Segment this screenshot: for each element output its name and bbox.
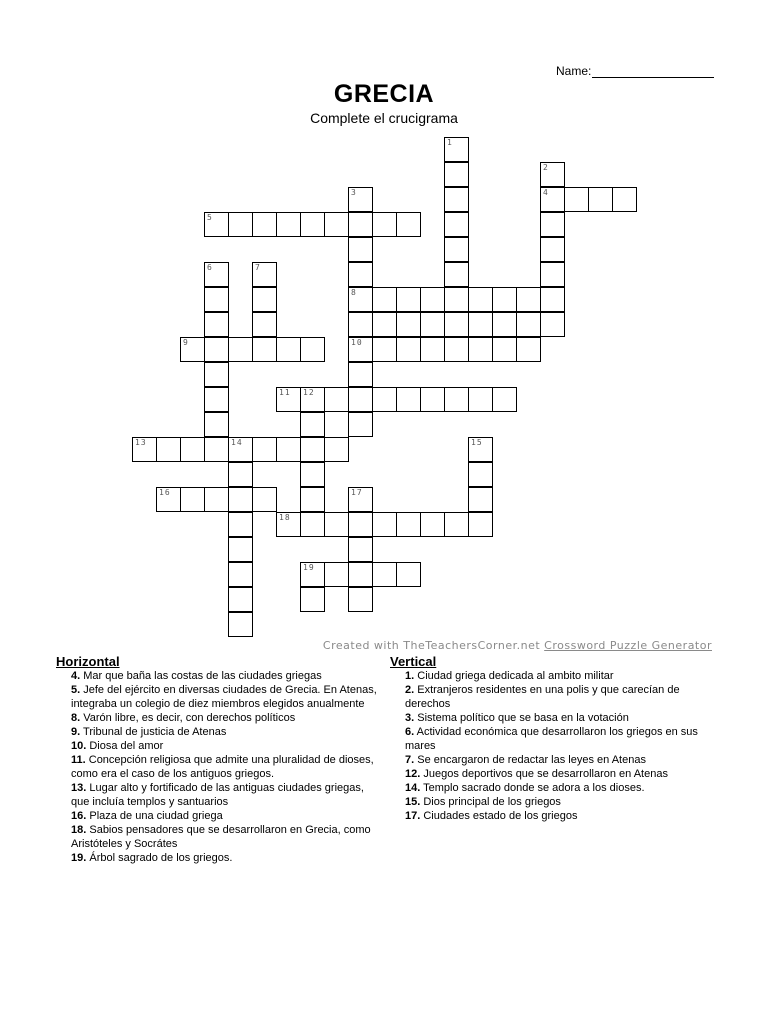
- crossword-cell[interactable]: [348, 312, 373, 337]
- clue-number-label: 10: [351, 338, 363, 347]
- crossword-cell[interactable]: [324, 562, 349, 587]
- clue-number: 3.: [405, 712, 415, 724]
- crossword-cell[interactable]: [420, 312, 445, 337]
- clue-number: 14.: [405, 782, 421, 794]
- clue-v-2: [390, 683, 718, 711]
- clue-h-11: [56, 753, 382, 781]
- crossword-cell[interactable]: [132, 437, 157, 462]
- crossword-cell[interactable]: [468, 337, 493, 362]
- crossword-cell[interactable]: [396, 287, 421, 312]
- crossword-cell[interactable]: [492, 312, 517, 337]
- crossword-cell[interactable]: [516, 337, 541, 362]
- clue-v-14: [390, 781, 718, 795]
- crossword-cell[interactable]: [204, 437, 229, 462]
- credit-text: Created with TheTeachersCorner.net: [322, 639, 545, 652]
- crossword-cell[interactable]: [372, 312, 397, 337]
- crossword-cell[interactable]: [372, 512, 397, 537]
- crossword-cell[interactable]: [300, 412, 325, 437]
- clue-number-label: 9: [183, 338, 189, 347]
- clue-number: 12.: [405, 768, 421, 780]
- clue-number: 11.: [71, 754, 86, 766]
- clue-v-7: [390, 753, 718, 767]
- crossword-cell[interactable]: [252, 487, 277, 512]
- clue-number: 16.: [71, 810, 87, 822]
- clue-v-1: [390, 669, 718, 683]
- clue-text: Diosa del amor: [89, 740, 164, 752]
- crossword-cell[interactable]: [300, 562, 325, 587]
- name-label: Name:: [556, 64, 592, 78]
- clue-number-label: 14: [231, 438, 243, 447]
- crossword-cell[interactable]: [300, 387, 325, 412]
- crossword-cell[interactable]: [372, 287, 397, 312]
- crossword-cell[interactable]: [492, 337, 517, 362]
- crossword-cell[interactable]: [588, 187, 613, 212]
- clue-text: Sabios pensadores que se desarrollaron en Grecia, como Aristóteles y Socrátes: [71, 824, 371, 850]
- crossword-cell[interactable]: [564, 187, 589, 212]
- clue-h-9: [56, 725, 382, 739]
- crossword-cell[interactable]: [252, 212, 277, 237]
- crossword-cell[interactable]: [324, 387, 349, 412]
- crossword-cell[interactable]: [228, 537, 253, 562]
- clue-number-label: 7: [255, 263, 261, 272]
- horizontal-clue-list: [56, 669, 382, 865]
- clue-text: Plaza de una ciudad griega: [89, 810, 223, 822]
- crossword-cell[interactable]: [444, 337, 469, 362]
- clue-number-label: 3: [351, 188, 357, 197]
- crossword-cell[interactable]: [228, 487, 253, 512]
- clue-text: Templo sacrado donde se adora a los dioses.: [423, 782, 645, 794]
- crossword-cell[interactable]: [324, 212, 349, 237]
- crossword-cell[interactable]: [348, 512, 373, 537]
- clue-number-label: 1: [447, 138, 453, 147]
- clue-number-label: 4: [543, 188, 549, 197]
- clue-number: 2.: [405, 684, 415, 696]
- crossword-cell[interactable]: [444, 187, 469, 212]
- crossword-cell[interactable]: [372, 387, 397, 412]
- clue-number: 5.: [71, 684, 81, 696]
- clue-number: 13.: [71, 782, 87, 794]
- clue-v-17: [390, 809, 718, 823]
- crossword-cell[interactable]: [444, 137, 469, 162]
- crossword-cell[interactable]: [468, 462, 493, 487]
- clue-h-16: [56, 809, 382, 823]
- clue-number: 17.: [405, 810, 421, 822]
- clue-number-label: 15: [471, 438, 483, 447]
- clue-number: 6.: [405, 726, 415, 738]
- credit-line: [323, 639, 712, 652]
- clue-number: 7.: [405, 754, 415, 766]
- clue-text: Ciudad griega dedicada al ambito militar: [417, 670, 614, 682]
- crossword-cell[interactable]: [300, 437, 325, 462]
- crossword-cell[interactable]: [468, 512, 493, 537]
- clue-h-5: [56, 683, 382, 711]
- crossword-cell[interactable]: [396, 562, 421, 587]
- vertical-clues: [390, 654, 718, 823]
- clue-text: Árbol sagrado de los griegos.: [89, 852, 233, 864]
- clue-text: Ciudades estado de los griegos: [423, 810, 578, 822]
- crossword-cell[interactable]: [540, 212, 565, 237]
- clue-text: Extranjeros residentes en una polis y que carecían de derechos: [405, 684, 680, 710]
- crossword-cell[interactable]: [348, 487, 373, 512]
- crossword-cell[interactable]: [276, 212, 301, 237]
- crossword-cell[interactable]: [348, 537, 373, 562]
- clue-number-label: 11: [279, 388, 291, 397]
- crossword-cell[interactable]: [444, 262, 469, 287]
- crossword-cell[interactable]: [348, 362, 373, 387]
- crossword-cell[interactable]: [540, 262, 565, 287]
- crossword-cell[interactable]: [252, 437, 277, 462]
- horizontal-clues: [56, 654, 382, 865]
- clue-text: Juegos deportivos que se desarrollaron en Atenas: [423, 768, 668, 780]
- crossword-cell[interactable]: [348, 262, 373, 287]
- crossword-cell[interactable]: [348, 412, 373, 437]
- crossword-cell[interactable]: [468, 437, 493, 462]
- clue-text: Varón libre, es decir, con derechos políticos: [83, 712, 296, 724]
- crossword-cell[interactable]: [228, 562, 253, 587]
- crossword-cell[interactable]: [540, 287, 565, 312]
- clue-text: Se encargaron de redactar las leyes en Atenas: [417, 754, 646, 766]
- crossword-cell[interactable]: [444, 237, 469, 262]
- crossword-cell[interactable]: [300, 212, 325, 237]
- clue-number-label: 5: [207, 213, 213, 222]
- crossword-cell[interactable]: [324, 437, 349, 462]
- clue-number: 19.: [71, 852, 87, 864]
- crossword-cell[interactable]: [396, 337, 421, 362]
- clue-number-label: 12: [303, 388, 315, 397]
- clue-text: Mar que baña las costas de las ciudades griegas: [83, 670, 322, 682]
- crossword-cell[interactable]: [348, 212, 373, 237]
- clue-h-18: [56, 823, 382, 851]
- clue-text: Sistema político que se basa en la votación: [417, 712, 629, 724]
- crossword-cell[interactable]: [348, 187, 373, 212]
- crossword-cell[interactable]: [420, 337, 445, 362]
- crossword-cell[interactable]: [396, 387, 421, 412]
- crossword-cell[interactable]: [156, 487, 181, 512]
- crossword-cell[interactable]: [204, 387, 229, 412]
- crossword-cell[interactable]: [204, 487, 229, 512]
- crossword-cell[interactable]: [204, 412, 229, 437]
- crossword-cell[interactable]: [204, 337, 229, 362]
- crossword-cell[interactable]: [300, 512, 325, 537]
- crossword-cell[interactable]: [348, 387, 373, 412]
- crossword-cell[interactable]: [300, 487, 325, 512]
- page-subtitle: Complete el crucigrama: [310, 110, 458, 126]
- clue-h-19: [56, 851, 382, 865]
- clue-h-8: [56, 711, 382, 725]
- crossword-cell[interactable]: [156, 437, 181, 462]
- clue-h-13: [56, 781, 382, 809]
- clue-number-label: 2: [543, 163, 549, 172]
- crossword-cell[interactable]: [348, 562, 373, 587]
- crossword-cell[interactable]: [420, 387, 445, 412]
- crossword-cell[interactable]: [300, 462, 325, 487]
- crossword-cell[interactable]: [180, 487, 205, 512]
- crossword-cell[interactable]: [420, 512, 445, 537]
- crossword-cell[interactable]: [300, 337, 325, 362]
- crossword-cell[interactable]: [540, 312, 565, 337]
- crossword-cell[interactable]: [372, 212, 397, 237]
- horizontal-heading: Horizontal: [56, 654, 120, 669]
- clue-v-3: [390, 711, 718, 725]
- crossword-cell[interactable]: [276, 512, 301, 537]
- crossword-cell[interactable]: [204, 312, 229, 337]
- clue-v-6: [390, 725, 718, 753]
- vertical-heading: Vertical: [390, 654, 437, 669]
- clue-text: Lugar alto y fortificado de las antiguas ciudades griegas, que incluía templos y santuarios: [71, 782, 364, 808]
- crossword-cell[interactable]: [300, 587, 325, 612]
- clue-number: 1.: [405, 670, 415, 682]
- crossword-cell[interactable]: [348, 237, 373, 262]
- crossword-cell[interactable]: [444, 312, 469, 337]
- clue-text: Concepción religiosa que admite una pluralidad de dioses, como era el caso de los antiguos griegos.: [71, 754, 374, 780]
- clue-number-label: 6: [207, 263, 213, 272]
- crossword-cell[interactable]: [516, 312, 541, 337]
- generator-link[interactable]: Crossword Puzzle Generator: [544, 639, 712, 652]
- crossword-cell[interactable]: [276, 337, 301, 362]
- clue-number: 15.: [405, 796, 421, 808]
- crossword-cell[interactable]: [180, 437, 205, 462]
- crossword-cell[interactable]: [612, 187, 637, 212]
- crossword-cell[interactable]: [276, 437, 301, 462]
- crossword-cell[interactable]: [468, 287, 493, 312]
- clue-h-4: [56, 669, 382, 683]
- crossword-cell[interactable]: [444, 162, 469, 187]
- crossword-cell[interactable]: [228, 337, 253, 362]
- crossword-cell[interactable]: [444, 512, 469, 537]
- crossword-cell[interactable]: [276, 387, 301, 412]
- clue-number: 8.: [71, 712, 81, 724]
- clue-text: Tribunal de justicia de Atenas: [83, 726, 227, 738]
- crossword-cell[interactable]: [204, 287, 229, 312]
- crossword-cell[interactable]: [492, 287, 517, 312]
- page-title: GRECIA: [333, 80, 435, 108]
- crossword-cell[interactable]: [372, 337, 397, 362]
- crossword-cell[interactable]: [396, 312, 421, 337]
- crossword-cell[interactable]: [204, 262, 229, 287]
- crossword-cell[interactable]: [252, 312, 277, 337]
- crossword-cell[interactable]: [228, 212, 253, 237]
- clue-number: 18.: [71, 824, 87, 836]
- crossword-cell[interactable]: [228, 462, 253, 487]
- crossword-cell[interactable]: [492, 387, 517, 412]
- clue-number-label: 17: [351, 488, 363, 497]
- crossword-cell[interactable]: [540, 237, 565, 262]
- crossword-cell[interactable]: [468, 387, 493, 412]
- crossword-cell[interactable]: [372, 562, 397, 587]
- crossword-cell[interactable]: [396, 212, 421, 237]
- clue-number: 4.: [71, 670, 81, 682]
- crossword-cell[interactable]: [348, 337, 373, 362]
- clue-v-12: [390, 767, 718, 781]
- clue-number-label: 19: [303, 563, 315, 572]
- crossword-cell[interactable]: [444, 287, 469, 312]
- crossword-cell[interactable]: [468, 487, 493, 512]
- crossword-cell[interactable]: [348, 287, 373, 312]
- crossword-cell[interactable]: [252, 287, 277, 312]
- crossword-cell[interactable]: [396, 512, 421, 537]
- crossword-cell[interactable]: [228, 512, 253, 537]
- clue-number-label: 18: [279, 513, 291, 522]
- crossword-cell[interactable]: [228, 437, 253, 462]
- clue-number-label: 13: [135, 438, 147, 447]
- crossword-cell[interactable]: [444, 387, 469, 412]
- crossword-cell[interactable]: [420, 287, 445, 312]
- clue-number-label: 8: [351, 288, 357, 297]
- crossword-cell[interactable]: [348, 587, 373, 612]
- crossword-cell[interactable]: [180, 337, 205, 362]
- clue-number: 9.: [71, 726, 81, 738]
- clue-number: 10.: [71, 740, 87, 752]
- crossword-cell[interactable]: [204, 212, 229, 237]
- crossword-cell[interactable]: [252, 337, 277, 362]
- clue-text: Jefe del ejército en diversas ciudades de Grecia. En Atenas, integraba un colegio de diez miembros elegidos anualmente: [71, 684, 377, 710]
- crossword-cell[interactable]: [252, 262, 277, 287]
- crossword-cell[interactable]: [516, 287, 541, 312]
- vertical-clue-list: [390, 669, 718, 823]
- clue-number-label: 16: [159, 488, 171, 497]
- crossword-cell[interactable]: [540, 187, 565, 212]
- crossword-cell[interactable]: [228, 587, 253, 612]
- crossword-cell[interactable]: [324, 512, 349, 537]
- clue-v-15: [390, 795, 718, 809]
- crossword-cell[interactable]: [540, 162, 565, 187]
- crossword-cell[interactable]: [204, 362, 229, 387]
- crossword-cell[interactable]: [228, 612, 253, 637]
- crossword-cell[interactable]: [468, 312, 493, 337]
- clue-text: Actividad económica que desarrollaron los griegos en sus mares: [405, 726, 698, 752]
- clue-h-10: [56, 739, 382, 753]
- crossword-cell[interactable]: [444, 212, 469, 237]
- clue-text: Dios principal de los griegos: [423, 796, 561, 808]
